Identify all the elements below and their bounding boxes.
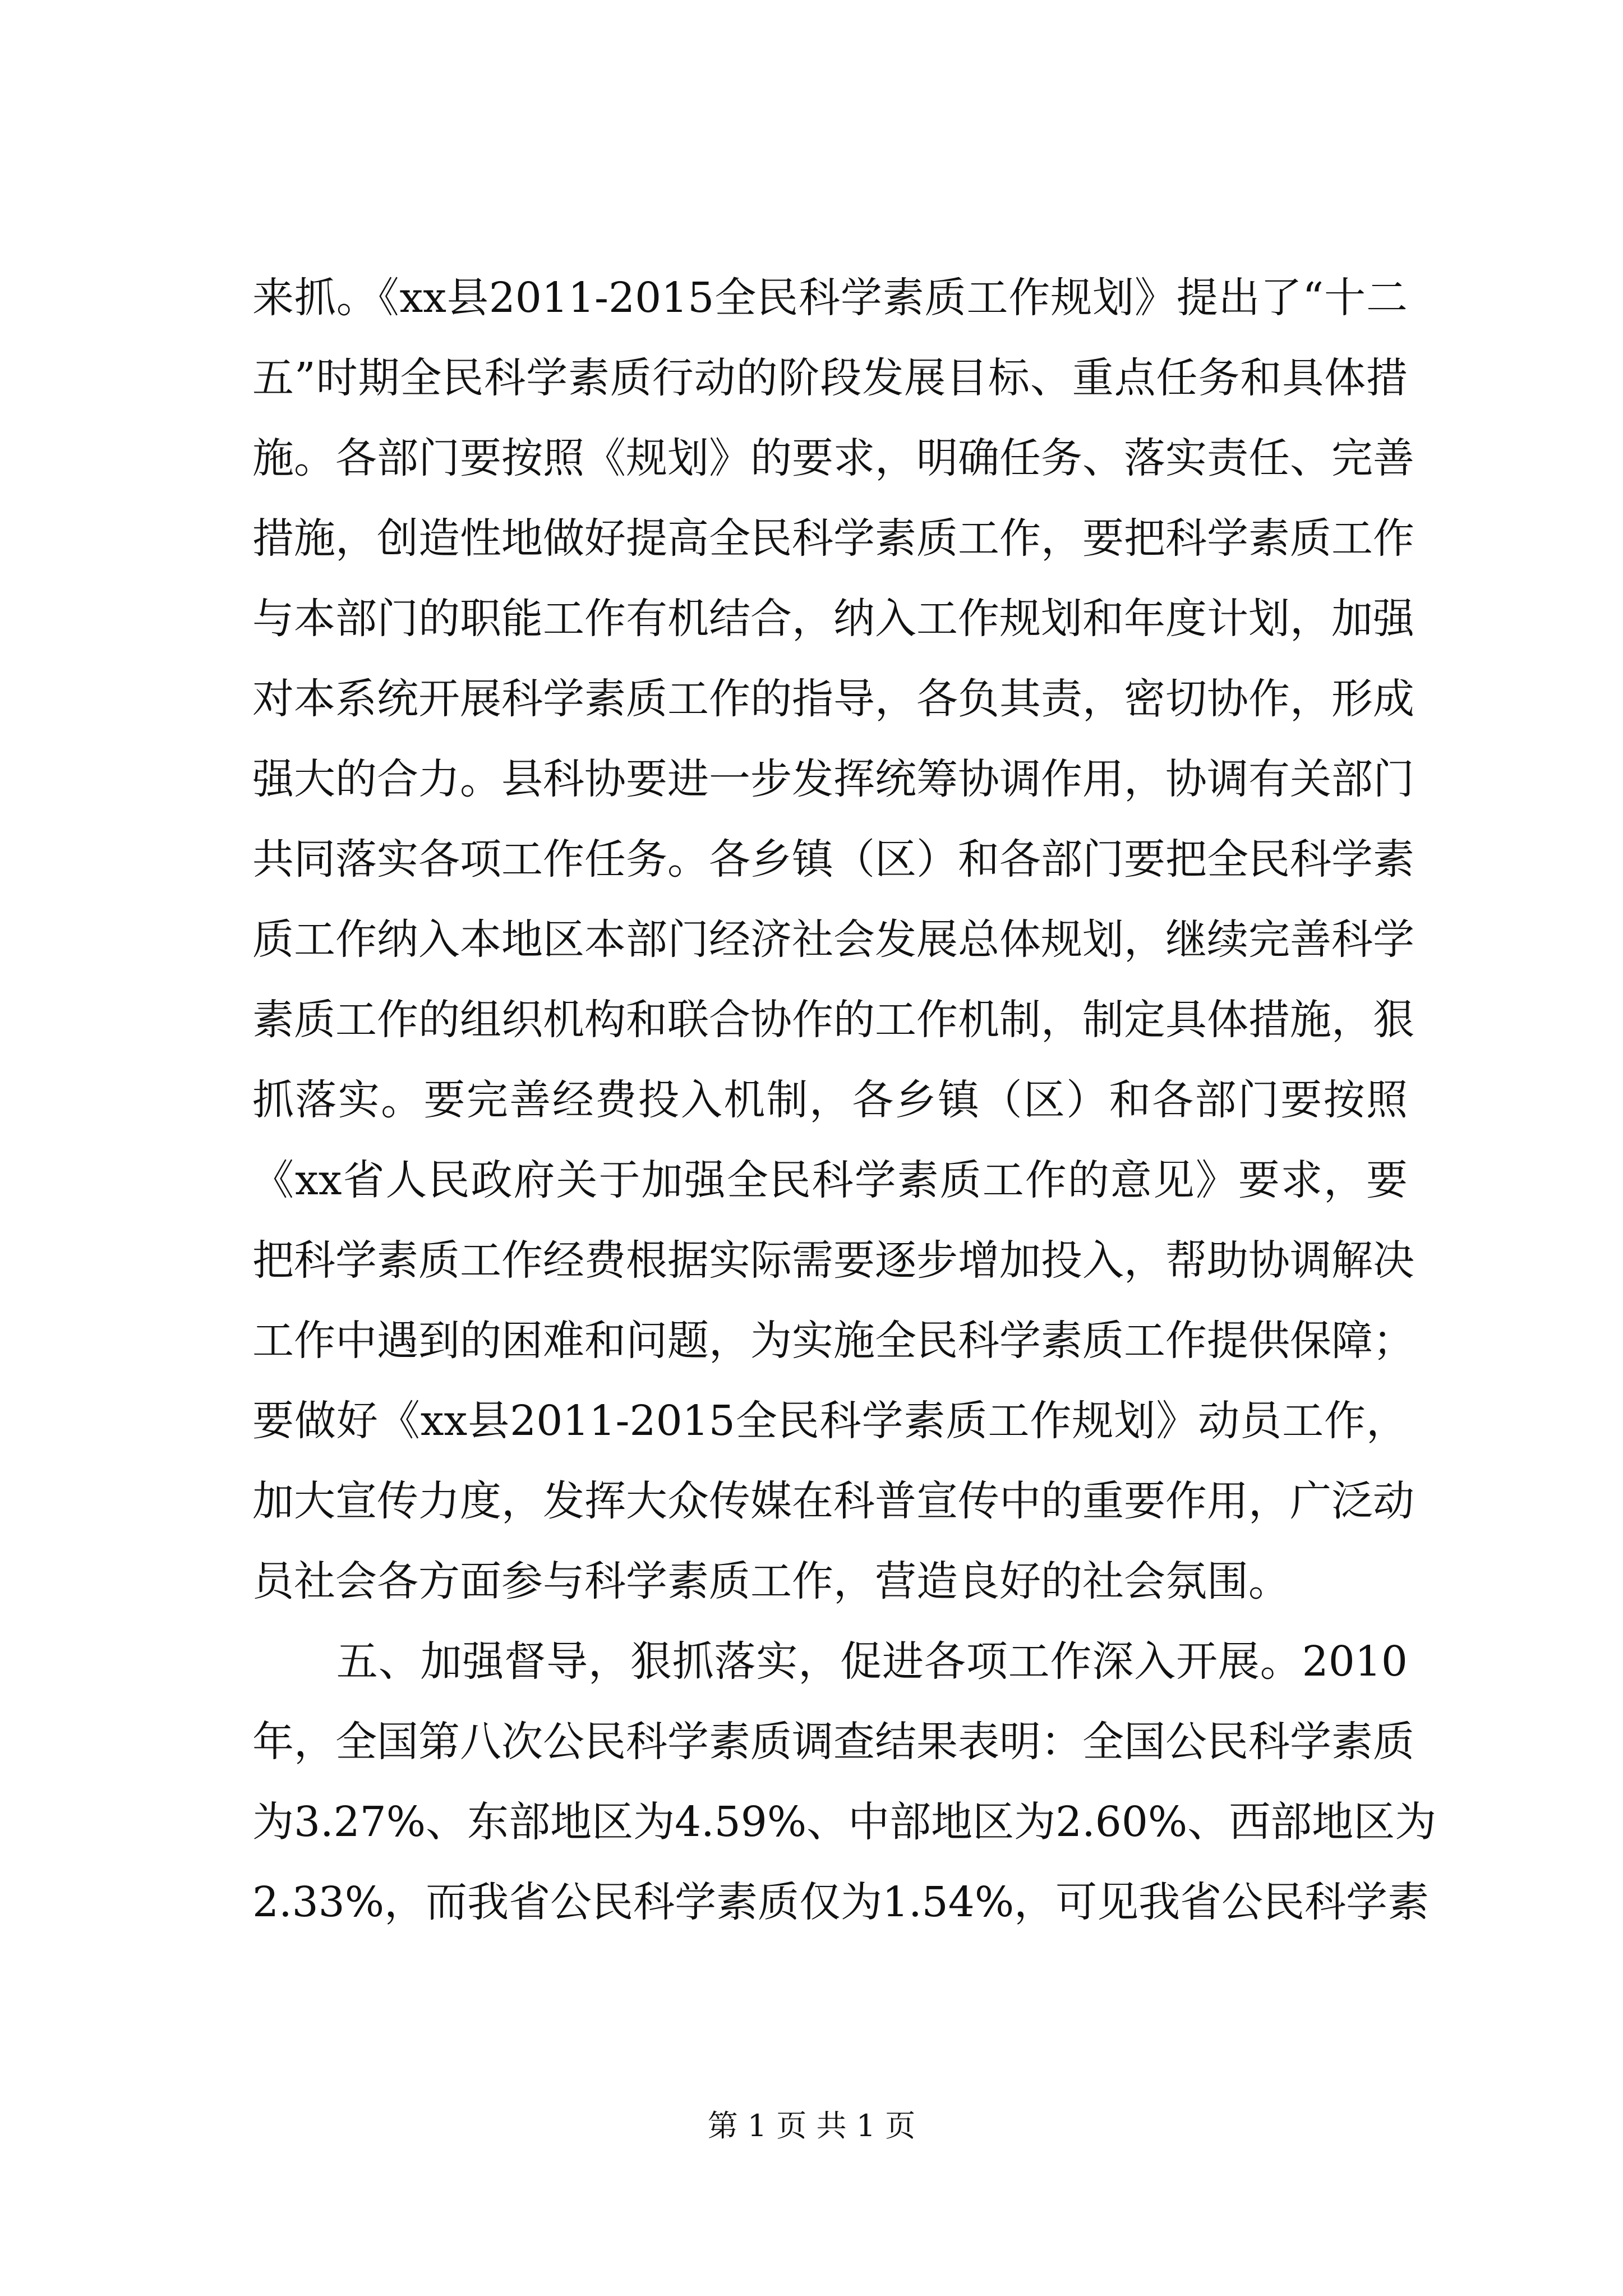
text-line: 为3.27%、东部地区为4.59%、中部地区为2.60%、西部地区为 xyxy=(252,1798,1437,1846)
text-line: 工作中遇到的困难和问题，为实施全民科学素质工作提供保障； xyxy=(252,1317,1414,1365)
text-line: 措施，创造性地做好提高全民科学素质工作，要把科学素质工作 xyxy=(252,514,1414,563)
text-line: 《xx省人民政府关于加强全民科学素质工作的意见》要求，要 xyxy=(252,1156,1408,1204)
paragraph-end-line: 员社会各方面参与科学素质工作，营造良好的社会氛围。 xyxy=(252,1557,1290,1605)
text-line: 共同落实各项工作任务。各乡镇（区）和各部门要把全民科学素 xyxy=(252,835,1414,884)
text-line: 质工作纳入本地区本部门经济社会发展总体规划，继续完善科学 xyxy=(252,915,1414,964)
text-line: 把科学素质工作经费根据实际需要逐步增加投入，帮助协调解决 xyxy=(252,1236,1414,1285)
text-line: 强大的合力。县科协要进一步发挥统筹协调作用，协调有关部门 xyxy=(252,755,1414,803)
text-line: 对本系统开展科学素质工作的指导，各负其责，密切协作，形成 xyxy=(252,675,1414,723)
text-line: 抓落实。要完善经费投入机制，各乡镇（区）和各部门要按照 xyxy=(252,1076,1408,1124)
text-line: 2.33%，而我省公民科学素质仅为1.54%，可见我省公民科学素 xyxy=(252,1878,1430,1926)
page-number-footer: 第 1 页 共 1 页 xyxy=(707,2108,916,2143)
text-line: 要做好《xx县2011-2015全民科学素质工作规划》动员工作， xyxy=(252,1397,1408,1445)
text-line: 与本部门的职能工作有机结合，纳入工作规划和年度计划，加强 xyxy=(252,595,1414,643)
text-line: 五”时期全民科学素质行动的阶段发展目标、重点任务和具体措 xyxy=(252,354,1408,402)
text-line: 加大宣传力度，发挥大众传媒在科普宣传中的重要作用，广泛动 xyxy=(252,1477,1414,1525)
text-line: 年，全国第八次公民科学素质调查结果表明：全国公民科学素质 xyxy=(252,1718,1414,1766)
text-line: 施。各部门要按照《规划》的要求，明确任务、落实责任、完善 xyxy=(252,434,1414,482)
text-line: 五、加强督导，狠抓落实，促进各项工作深入开展。2010 xyxy=(252,1637,1408,1686)
document-body xyxy=(252,258,1437,1943)
text-line: 素质工作的组织机构和联合协作的工作机制，制定具体措施，狠 xyxy=(252,996,1414,1044)
text-line: 来抓。《xx县2011-2015全民科学素质工作规划》提出了“十二 xyxy=(252,274,1408,322)
